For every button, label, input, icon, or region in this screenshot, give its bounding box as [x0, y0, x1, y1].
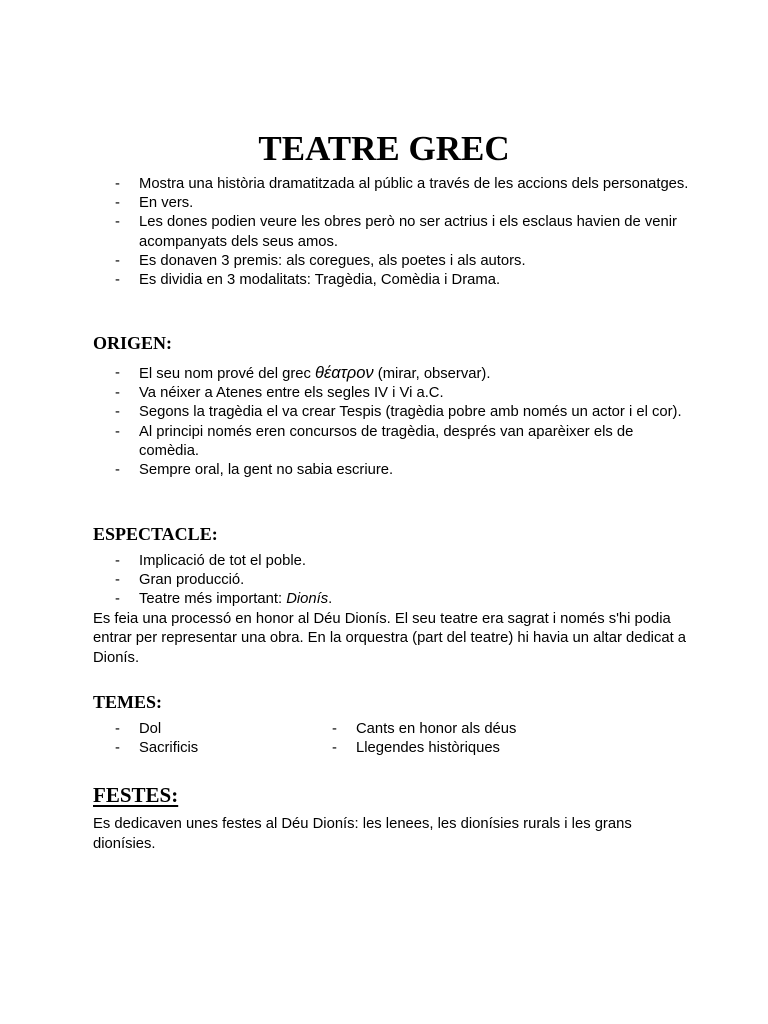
list-item: - Teatre més important: Dionís. [115, 591, 333, 608]
list-item: - Segons la tragèdia el va crear Tespis (tragèdia pobre amb només un actor i el cor). [115, 404, 682, 421]
list-item: - Cants en honor als déus [332, 721, 517, 737]
list-item: - Es dividia en 3 modalitats: Tragèdia, Comèdia i Drama. [115, 272, 501, 289]
intro-section [93, 175, 693, 290]
list-item: - Implicació de tot el poble. [115, 553, 306, 569]
festes-heading: FESTES: [93, 783, 179, 807]
origen-heading: ORIGEN: [93, 333, 173, 353]
list-item: - Dol [115, 721, 162, 737]
list-item: - Les dones podien veure les obres però no ser actrius i els esclaus havien de venir acompanyats dels seus amos. [115, 214, 677, 250]
list-item: - Va néixer a Atenes entre els segles IV i Vi a.C. [115, 385, 444, 402]
list-item: - Llegendes històriques [332, 740, 500, 757]
festes-section [93, 815, 693, 854]
greek-word: θέατρον [315, 364, 374, 382]
espectacle-paragraph: Es feia una processó en honor al Déu Dionís. El seu teatre era sagrat i només s'hi podia entrar per representar una obra. En la orquestra (part del teatre) hi havia un altar dedicat a Dionís. [93, 610, 687, 666]
origen-section [93, 364, 693, 480]
temes-heading: TEMES: [93, 692, 163, 712]
festes-paragraph: Es dedicaven unes festes al Déu Dionís: les lenees, les dionísies rurals i les grans dionísies. [93, 816, 632, 852]
origen-list [93, 364, 693, 480]
list-item: - Es donaven 3 premis: als coregues, als poetes i als autors. [115, 252, 526, 269]
list-item: - Sempre oral, la gent no sabia escriure. [115, 462, 394, 479]
list-item: - Mostra una història dramatitzada al públic a través de les accions dels personatges. [115, 176, 689, 192]
list-item: - Sacrificis [115, 740, 199, 757]
list-item: - El seu nom prové del grec θέατρον (mirar, observar). [115, 364, 491, 382]
intro-list [93, 175, 693, 290]
list-item: - Gran producció. [115, 572, 245, 589]
espectacle-heading: ESPECTACLE: [93, 524, 218, 544]
page-title: TEATRE GREC [258, 129, 510, 168]
espectacle-section [93, 552, 693, 668]
list-item: - En vers. [115, 195, 194, 212]
list-item: - Al principi només eren concursos de tragèdia, després van aparèixer els de comèdia. [115, 423, 634, 459]
espectacle-list [93, 552, 693, 610]
temes-list-right [310, 720, 570, 758]
